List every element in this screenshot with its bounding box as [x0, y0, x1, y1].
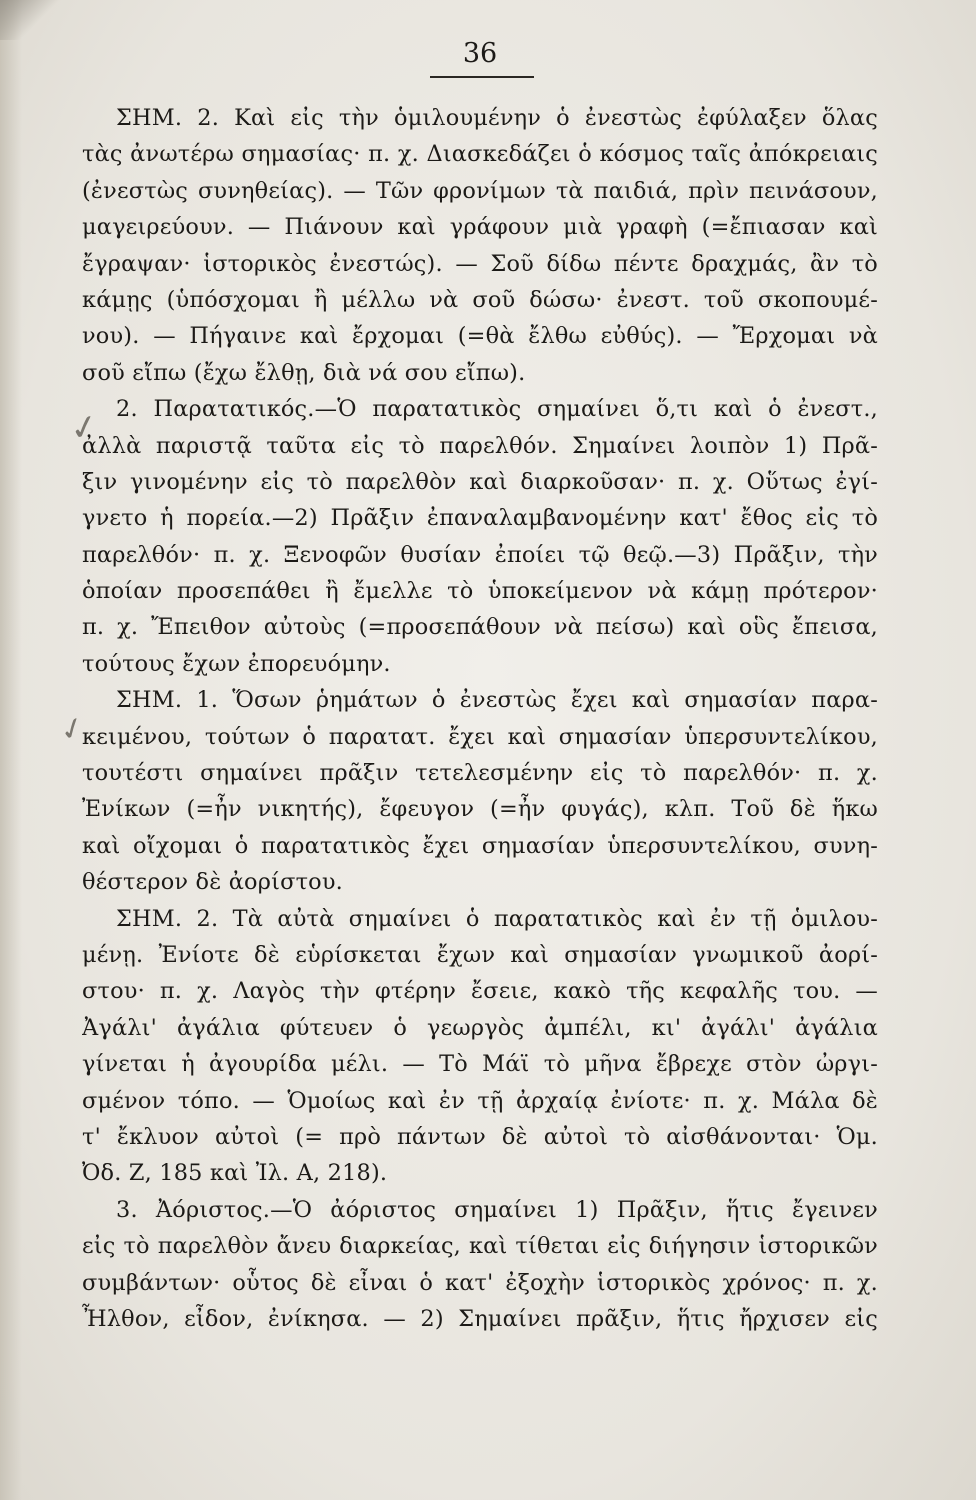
text-line: καὶ οἴχομαι ὁ παρατατικὸς ἔχει σημασίαν ὑπερσυντελίκου, συνη- — [82, 832, 878, 859]
text-line: στου· π. χ. Λαγὸς τὴν φτέρην ἔσειε, κακὸ τῆς κεφαλῆς του. — — [82, 978, 878, 1005]
page-number: 36 — [462, 38, 498, 69]
page-number-rule — [430, 76, 534, 78]
pencil-mark: ✓ — [54, 708, 91, 751]
text-line: κάμῃς (ὑπόσχομαι ἢ μέλλω νὰ σοῦ δώσω· ἐνεστ. τοῦ σκοπουμέ- — [82, 286, 878, 313]
text-line: Ἀγάλι' ἀγάλια φύτευεν ὁ γεωργὸς ἀμπέλι, κι' ἀγάλι' ἀγάλια — [82, 1014, 878, 1041]
text-line: σμένον τόπο. — Ὁμοίως καὶ ἐν τῇ ἀρχαίᾳ ἐνίοτε· π. χ. Μάλα δὲ — [82, 1087, 878, 1114]
text-line: ἀλλὰ παριστᾷ ταῦτα εἰς τὸ παρελθόν. Σημαίνει λοιπὸν 1) Πρᾶ- — [82, 432, 878, 459]
text-line: τουτέστι σημαίνει πρᾶξιν τετελεσμένην εἰς τὸ παρελθόν· π. χ. — [82, 760, 878, 787]
body-text — [82, 100, 878, 1337]
text-line: ΣΗΜ. 1. Ὅσων ῥημάτων ὁ ἐνεστὼς ἔχει καὶ σημασίαν παρα- — [116, 687, 878, 714]
text-line: μένῃ. Ἐνίοτε δὲ εὑρίσκεται ἔχων καὶ σημασίαν γνωμικοῦ ἀορί- — [82, 941, 878, 968]
text-line: ΣΗΜ. 2. Καὶ εἰς τὴν ὁμιλουμένην ὁ ἐνεστὼς ἐφύλαξεν ὅλας — [116, 105, 878, 131]
text-line: παρελθόν· π. χ. Ξενοφῶν θυσίαν ἐποίει τῷ θεῷ.—3) Πρᾶξιν, τὴν — [82, 541, 878, 568]
text-line: ξιν γινομένην εἰς τὸ παρελθὸν καὶ διαρκοῦσαν· π. χ. Οὕτως ἐγί- — [82, 468, 878, 495]
text-line: π. χ. Ἔπειθον αὐτοὺς (=προσεπάθουν νὰ πείσω) καὶ οὓς ἔπεισα, — [82, 614, 878, 641]
text-line: Ἦλθον, εἶδον, ἐνίκησα. — 2) Σημαίνει πρᾶξιν, ἥτις ἤρχισεν εἰς — [82, 1305, 878, 1332]
page-edge-shadow — [0, 0, 22, 1500]
text-line: ὁποίαν προσεπάθει ἢ ἔμελλε τὸ ὑποκείμενον νὰ κάμῃ πρότερον· — [82, 578, 878, 605]
text-line: ΣΗΜ. 2. Τὰ αὐτὰ σημαίνει ὁ παρατατικὸς καὶ ἐν τῇ ὁμιλου- — [116, 905, 878, 932]
text-line: γίνεται ἡ ἀγουρίδα μέλι. — Τὸ Μάϊ τὸ μῆνα ἔβρεχε στὸν ὠργι- — [82, 1051, 878, 1078]
text-line: Ὀδ. Ζ, 185 καὶ Ἰλ. Α, 218). — [82, 1160, 388, 1187]
text-line: μαγειρεύουν. — Πιάνουν καὶ γράφουν μιὰ γραφὴ (=ἔπιασαν καὶ — [82, 214, 878, 241]
text-line: σοῦ εἴπω (ἔχω ἔλθῃ, διὰ νά σου εἴπω). — [82, 359, 526, 386]
text-line: τ' ἔκλυον αὐτοὶ (= πρὸ πάντων δὲ αὐτοὶ τὸ αἰσθάνονται· Ὁμ. — [82, 1123, 878, 1150]
text-line: κειμένου, τούτων ὁ παρατατ. ἔχει καὶ σημασίαν ὑπερσυντελίκου, — [82, 723, 878, 750]
text-line: γνετο ἡ πορεία.—2) Πρᾶξιν ἐπαναλαμβανομένην κατ' ἔθος εἰς τὸ — [82, 505, 878, 532]
text-line: ἔγραψαν· ἱστορικὸς ἐνεστώς). — Σοῦ δίδω πέντε δραχμάς, ἂν τὸ — [82, 250, 878, 277]
text-line: (ἐνεστὼς συνηθείας). — Τῶν φρονίμων τὰ παιδιά, πρὶν πεινάσουν, — [82, 177, 878, 204]
text-line: Ἐνίκων (=ἦν νικητής), ἔφευγον (=ἦν φυγάς), κλπ. Τοῦ δὲ ἥκω — [82, 796, 878, 823]
page-corner-shadow — [0, 0, 60, 40]
text-line: 3. Ἀόριστος.—Ὁ ἀόριστος σημαίνει 1) Πρᾶξιν, ἥτις ἔγεινεν — [116, 1196, 878, 1223]
text-line: συμβάντων· οὗτος δὲ εἶναι ὁ κατ' ἐξοχὴν ἱστορικὸς χρόνος· π. χ. — [82, 1269, 878, 1296]
pencil-mark: ✓ — [66, 405, 103, 451]
text-line: εἰς τὸ παρελθὸν ἄνευ διαρκείας, καὶ τίθεται εἰς διήγησιν ἱστορικῶν — [82, 1233, 878, 1260]
text-line: νου). — Πήγαινε καὶ ἔρχομαι (=θὰ ἔλθω εὐθύς). — Ἔρχομαι νὰ — [82, 323, 878, 350]
text-line: θέστερον δὲ ἀορίστου. — [82, 869, 343, 896]
text-line: τὰς ἀνωτέρω σημασίας· π. χ. Διασκεδάζει ὁ κόσμος ταῖς ἀπόκρειαις — [82, 141, 878, 168]
text-line: 2. Παρατατικός.—Ὁ παρατατικὸς σημαίνει ὅ,τι καὶ ὁ ἐνεστ., — [116, 396, 878, 423]
text-line: τούτους ἔχων ἐπορευόμην. — [82, 650, 391, 677]
